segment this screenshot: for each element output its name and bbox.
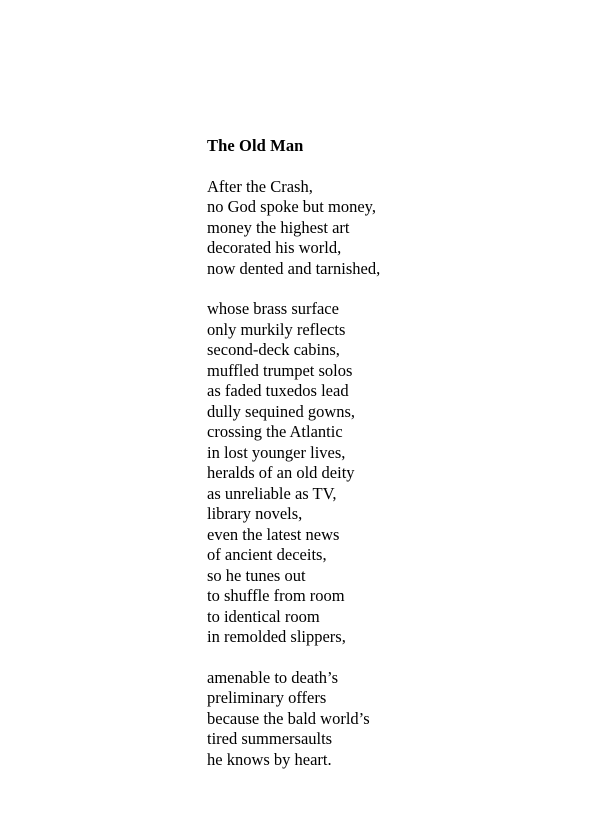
poem-line: After the Crash, — [207, 176, 313, 196]
poem-line: to identical room — [207, 606, 320, 626]
poem-line: of ancient deceits, — [207, 545, 327, 564]
poem-line: dully sequined gowns, — [207, 401, 356, 421]
poem-line: now dented and tarnished, — [207, 258, 381, 278]
poem-line: no God spoke but money, — [207, 197, 376, 216]
stanza — [207, 668, 587, 771]
poem-line: because the bald world’s — [207, 708, 370, 728]
poem-line: preliminary offers — [207, 688, 327, 707]
stanza — [207, 299, 587, 648]
poem-line: crossing the Atlantic — [207, 422, 343, 441]
poem-line: decorated his world, — [207, 238, 342, 257]
poem-line: muffled trumpet solos — [207, 360, 353, 380]
poem-line: money the highest art — [207, 217, 350, 237]
poem-line: heralds of an old deity — [207, 463, 355, 482]
poem-line: in remolded slippers, — [207, 627, 346, 646]
stanza — [207, 177, 587, 280]
poem-line: whose brass surface — [207, 299, 339, 318]
poem-line: amenable to death’s — [207, 667, 339, 687]
poem-body — [207, 136, 587, 770]
poem-line: so he tunes out — [207, 565, 306, 585]
poem-line: as faded tuxedos lead — [207, 381, 349, 400]
poem-line: tired summersaults — [207, 729, 333, 748]
poem-line: as unreliable as TV, — [207, 483, 337, 503]
poem-line: to shuffle from room — [207, 586, 345, 605]
poem-line: only murkily reflects — [207, 319, 346, 339]
poem-line: he knows by heart. — [207, 749, 332, 769]
poem-line: in lost younger lives, — [207, 442, 346, 462]
poem-line: second-deck cabins, — [207, 340, 340, 359]
page-title: The Old Man — [207, 136, 304, 155]
poem-line: even the latest news — [207, 524, 340, 544]
poem-line: library novels, — [207, 504, 303, 523]
